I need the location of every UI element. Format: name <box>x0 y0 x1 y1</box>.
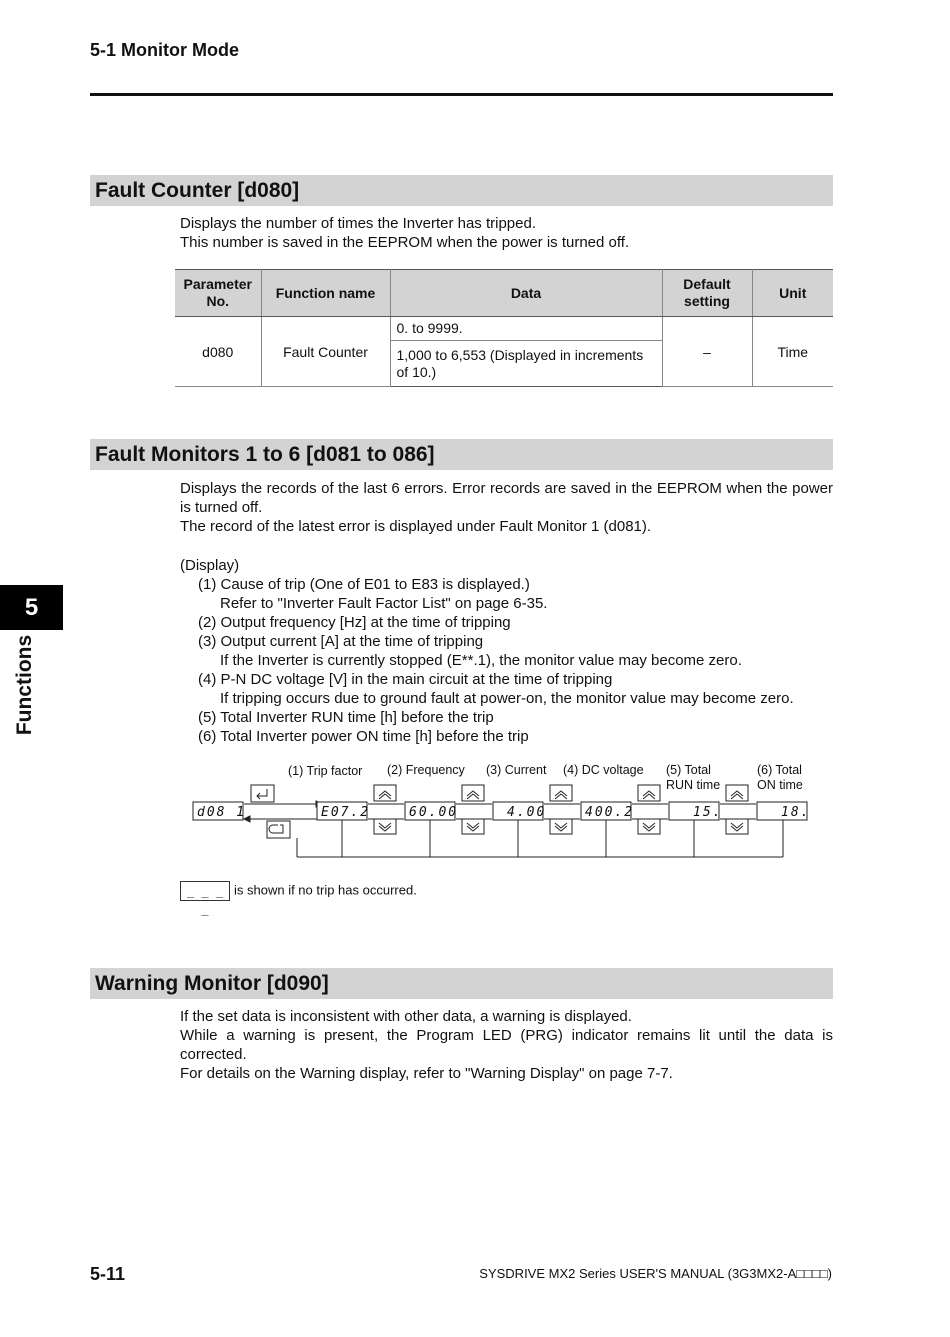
paragraph: If the set data is inconsistent with other data, a warning is displayed. <box>180 1008 632 1025</box>
header-rule <box>90 93 833 96</box>
up-key-icon <box>638 785 660 801</box>
paragraph: While a warning is present, the Program LED (PRG) indicator remains lit until the data is corrected. <box>180 1027 833 1063</box>
up-down-key-group <box>632 785 668 834</box>
label-trip-factor: (1) Trip factor <box>288 764 363 778</box>
down-key-icon <box>462 819 484 834</box>
down-key-icon <box>638 819 660 834</box>
return-arrow-icon <box>269 825 283 833</box>
return-key-icon <box>267 821 290 838</box>
cell-data-range-1: 0. to 9999. <box>390 317 662 341</box>
display-text-d081: d08 1 <box>197 805 247 820</box>
list-item: If tripping occurs due to ground fault at power-on, the monitor value may become zero. <box>220 690 794 707</box>
display-text-trip-factor: E07.2 <box>321 805 371 820</box>
cell-unit: Time <box>752 317 833 387</box>
section-title-fault-monitors: Fault Monitors 1 to 6 [d081 to 086] <box>90 439 833 470</box>
display-text-frequency: 60.00 <box>409 805 459 820</box>
label-frequency: (2) Frequency <box>387 763 465 777</box>
section-title-warning-monitor: Warning Monitor [d090] <box>90 968 833 999</box>
cell-function-name: Fault Counter <box>261 317 390 387</box>
chapter-label: Functions <box>13 634 36 736</box>
down-key-icon <box>726 819 748 834</box>
no-trip-display: _ _ _ _ <box>180 881 230 901</box>
up-down-key-group <box>544 785 580 834</box>
chapter-tab: 5 <box>0 585 63 630</box>
paragraph: The record of the latest error is displayed under Fault Monitor 1 (d081). <box>180 518 652 535</box>
header-function-name: Function name <box>261 270 390 317</box>
label-total-on: (6) Total <box>757 763 802 777</box>
fault-counter-description <box>180 214 833 252</box>
list-item: Refer to "Inverter Fault Factor List" on page 6-35. <box>220 595 548 612</box>
enter-key-icon <box>251 785 274 802</box>
list-item: (6) Total Inverter power ON time [h] before the trip <box>198 728 529 745</box>
up-down-key-group <box>720 785 756 834</box>
header-default-setting: Default setting <box>662 270 752 317</box>
up-key-icon <box>462 785 484 801</box>
list-item: (3) Output current [A] at the time of tripping <box>198 633 484 650</box>
label-on-time: ON time <box>757 778 803 792</box>
page-number: 5-11 <box>90 1264 126 1284</box>
paragraph: Displays the records of the last 6 errors. Error records are saved in the EEPROM when the power is turned off. <box>180 480 833 516</box>
cell-data-range-2: 1,000 to 6,553 (Displayed in increments of 10.) <box>390 341 662 387</box>
up-key-icon <box>726 785 748 801</box>
return-bracket <box>297 820 783 857</box>
list-item: (1) Cause of trip (One of E01 to E83 is displayed.) <box>198 576 530 593</box>
fault-counter-table <box>175 269 833 387</box>
diagram-svg <box>180 755 830 865</box>
fault-monitor-diagram <box>180 755 830 865</box>
list-item: (Display) <box>180 557 240 574</box>
display-item-list <box>180 556 794 746</box>
table-header-row <box>175 270 833 317</box>
paragraph: This number is saved in the EEPROM when the power is turned off. <box>180 234 630 251</box>
display-text-on-time: 18. <box>781 805 811 820</box>
no-trip-note <box>180 881 417 916</box>
up-key-icon <box>374 785 396 801</box>
running-head: 5-1 Monitor Mode <box>90 40 239 60</box>
list-item: (4) P-N DC voltage [V] in the main circuit at the time of tripping <box>198 671 613 688</box>
label-dc-voltage: (4) DC voltage <box>563 763 644 777</box>
label-total-run: (5) Total <box>666 763 711 777</box>
paragraph: For details on the Warning display, refer to "Warning Display" on page 7-7. <box>180 1065 673 1082</box>
section-title-fault-counter: Fault Counter [d080] <box>90 175 833 206</box>
list-item: (2) Output frequency [Hz] at the time of tripping <box>198 614 511 631</box>
warning-monitor-description <box>180 1007 833 1083</box>
header-data: Data <box>390 270 662 317</box>
down-key-icon <box>374 819 396 834</box>
paragraph: Displays the number of times the Inverter has tripped. <box>180 215 537 232</box>
fault-monitors-description <box>180 479 833 536</box>
up-key-icon <box>550 785 572 801</box>
list-item: (5) Total Inverter RUN time [h] before the trip <box>198 709 494 726</box>
list-item: If the Inverter is currently stopped (E**.1), the monitor value may become zero. <box>220 652 742 669</box>
no-trip-note-text: is shown if no trip has occurred. <box>234 882 417 898</box>
display-text-run-time: 15. <box>693 805 723 820</box>
up-down-key-group <box>456 785 492 834</box>
label-current: (3) Current <box>486 763 547 777</box>
header-parameter-no: Parameter No. <box>175 270 261 317</box>
cell-param-no: d080 <box>175 317 261 387</box>
down-key-icon <box>550 819 572 834</box>
display-text-current: 4.00 <box>507 805 547 820</box>
cell-default: – <box>662 317 752 387</box>
display-text-dc-voltage: 400.2 <box>585 805 635 820</box>
label-run-time: RUN time <box>666 778 721 792</box>
enter-arrow-icon <box>257 789 267 799</box>
header-unit: Unit <box>752 270 833 317</box>
table-row <box>175 317 833 341</box>
manual-title: SYSDRIVE MX2 Series USER'S MANUAL (3G3MX2-A□□□□) <box>479 1266 832 1281</box>
up-down-key-group <box>368 785 404 834</box>
